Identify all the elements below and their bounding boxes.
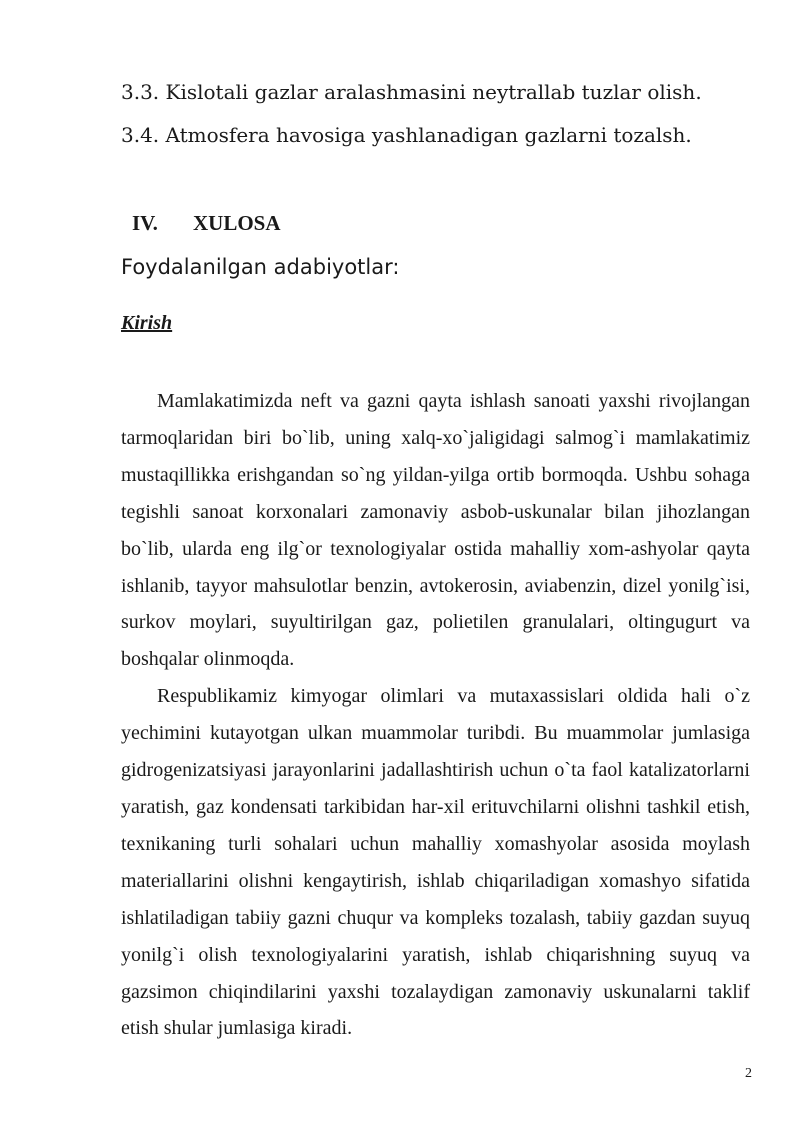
references-heading: Foydalanilgan adabiyotlar:	[121, 255, 400, 279]
toc-item-3-4: 3.4. Atmosfera havosiga yashlanadigan gazlarni tozalsh.	[121, 123, 692, 147]
toc-item-3-3: 3.3. Kislotali gazlar aralashmasini neytrallab tuzlar olish.	[121, 80, 702, 104]
intro-body	[121, 383, 750, 1047]
paragraph-1: Mamlakatimizda neft va gazni qayta ishlash sanoati yaxshi rivojlangan tarmoqlaridan biri bo`lib, uning xalq-xo`jaligidagi salmog`i mamlakatimiz mustaqillikka erishgandan so`ng yildan-yilga ortib bormoqda. Ushbu sohaga tegishli sanoat korxonalari zamonaviy asbob-uskunalar bilan jihozlangan bo`lib, ularda eng ilg`or texnologiyalar ostida mahalliy xom-ashyolar qayta ishlanib, tayyor mahsulotlar benzin, avtokerosin, aviabenzin, dizel yonilg`isi, surkov moylari, suyultirilgan gaz, polietilen granulalari, oltingugurt va boshqalar olinmoqda.	[121, 390, 750, 671]
intro-heading: Kirish	[121, 312, 173, 334]
conclusion-title: XULOSA	[193, 211, 281, 235]
paragraph-2: Respublikamiz kimyogar olimlari va mutaxassislari oldida hali o`z yechimini kutayotgan ulkan muammolar turibdi. Bu muammolar jumlasiga gidrogenizatsiyasi jarayonlarini jadallashtirish uchun o`ta faol katalizatorlarni yaratish, gaz kondensati tarkibidan har-xil erituvchilarni olishni tashkil etish, texnikaning turli sohalari uchun mahalliy xomashyolar asosida moylash materiallarini olishni kengaytirish, ishlab chiqariladigan xomashyo sifatida ishlatiladigan tabiiy gazni chuqur va kompleks tozalash, tabiiy gazdan suyuq yonilg`i olish texnologiyalarini yaratish, ishlab chiqarishning suyuq va gazsimon chiqindilarini yaxshi tozalaydigan zamonaviy uskunalarni taklif etish shular jumlasiga kiradi.	[121, 685, 750, 1040]
page-number: 2	[745, 1066, 752, 1081]
conclusion-number: IV.	[132, 211, 158, 235]
conclusion-heading	[132, 213, 281, 234]
